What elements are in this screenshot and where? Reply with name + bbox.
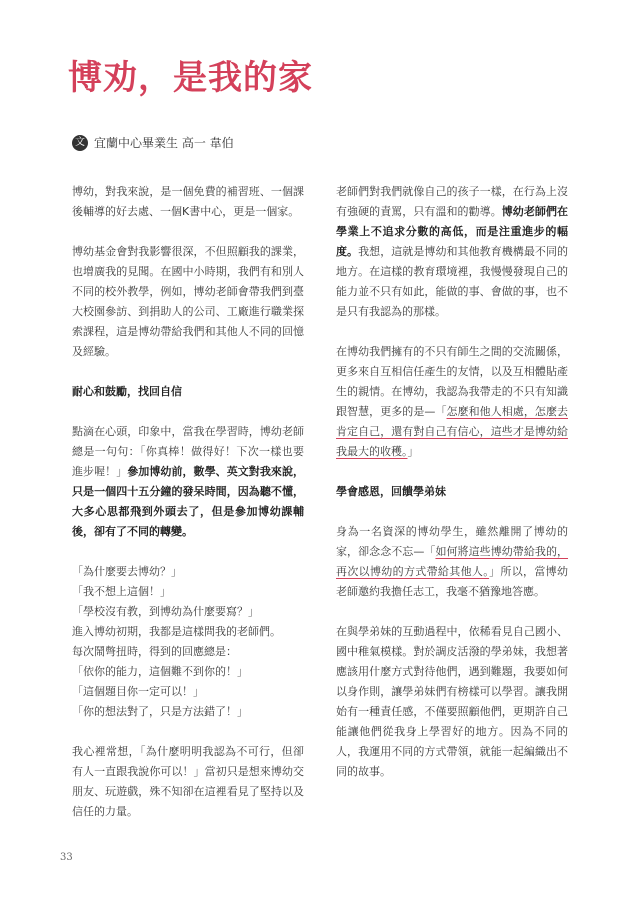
- paragraph-text: 」所以，當博幼老師邀約我擔任志工，我毫不猶豫地答應。: [336, 565, 569, 598]
- paragraph: 博幼，對我來說，是一個免費的補習班、一個課後輔導的好去處、一個K書中心，更是一個家。: [72, 185, 304, 218]
- underlined-text: 如何將這些博幼帶給我的，再次以博幼的方式帶給其他人。: [336, 545, 569, 578]
- paragraph-text: 點滴在心頭，印象中，當我在學習時，博幼老師總是一句句：「你真棒！做得好！下次一樣也要進步喔！」: [72, 425, 304, 478]
- quote-line: 「你的想法對了，只是方法錯了！」: [72, 705, 248, 718]
- bold-text: 參加博幼前，數學、英文對我來說，只是一個四十五分鐘的發呆時間，因為聽不懂，大多心思都飛到外頭去了，但是參加博幼課輔後，卻有了不同的轉變。: [72, 465, 304, 538]
- right-column: [336, 182, 568, 802]
- paragraph: [72, 422, 304, 542]
- paragraph: [336, 522, 568, 602]
- byline: [72, 134, 234, 152]
- paragraph: 博幼基金會對我影響很深，不但照顧我的課業，也增廣我的見聞。在國中小時期，我們有和別人不同的校外教學，例如，博幼老師會帶我們到臺大校園參訪、到捐助人的公司、工廠進行職業探索課程，這是博幼帶給我們和其他人不同的回憶及經驗。: [72, 245, 304, 358]
- quote-list: [72, 562, 304, 722]
- quote-line: 「這個題目你一定可以！」: [72, 685, 204, 698]
- paragraph-text: 身為一名資深的博幼學生，雖然離開了博幼的家，卻念念不忘—「: [336, 525, 568, 558]
- paragraph-text: 在博幼我們擁有的不只有師生之間的交流關係，更多來自互相信任產生的友情，以及互相體貼產生的親情。在博幼，我認為我帶走的不只有知識跟智慧，更多的是—「: [336, 345, 568, 418]
- paragraph-text: 老師們對我們就像自己的孩子一樣，在行為上沒有強硬的責罵，只有溫和的勸導。: [336, 185, 568, 218]
- section-heading: 學會感恩，回饋學弟妹: [336, 485, 446, 498]
- byline-badge-icon: 文: [72, 135, 88, 151]
- paragraph: [336, 182, 568, 322]
- paragraph: 在與學弟妹的互動過程中，依稀看見自己國小、國中稚氣模樣。對於調皮活潑的學弟妹，我想著應該用什麼方式對待他們，遇到難題，我要如何以身作則，讓學弟妹們有榜樣可以學習。讓我開始有一種責任感，不僅要照顧他們，更期許自己能讓他們從我身上學習好的地方。因為不同的人，我運用不同的方式帶領，就能一起編織出不同的故事。: [336, 625, 568, 778]
- page-title: 博劝，是我的家: [68, 58, 313, 98]
- quote-line: 「我不想上這個！」: [72, 585, 171, 598]
- quote-line: 「依你的能力，這個難不到你的！」: [72, 665, 248, 678]
- author-label: 宜蘭中心畢業生 高一 韋伯: [94, 136, 234, 150]
- paragraph: 我心裡常想，「為什麼明明我認為不可行，但卻有人一直跟我說你可以！」當初只是想來博幼交朋友、玩遊戲，殊不知卻在這裡看見了堅持以及信任的力量。: [72, 745, 304, 818]
- underlined-text: 怎麼和他人相處，怎麼去肯定自己，還有對自己有信心，這些才是博幼給我最大的收穫。: [336, 405, 568, 458]
- paragraph: [336, 342, 568, 462]
- quote-line: 進入博幼初期，我都是這樣問我的老師們。: [72, 625, 281, 638]
- paragraph-text: 我想，這就是博幼和其他教育機構最不同的地方。在這樣的教育環境裡，我慢慢發現自己的能力並不只有如此，能做的事、會做的事，也不是只有我認為的那樣。: [336, 245, 569, 318]
- paragraph-text: 」: [407, 445, 419, 458]
- quote-line: 每次鬧彆扭時，得到的回應總是：: [72, 645, 237, 658]
- page-number: 33: [60, 852, 73, 863]
- bold-text: 博幼老師們在學業上不追求分數的高低，而是注重進步的幅度。: [336, 205, 568, 258]
- quote-line: 「學校沒有教，到博幼為什麼要寫？」: [72, 605, 259, 618]
- section-heading: 耐心和鼓勵，找回自信: [72, 385, 182, 398]
- left-column: [72, 182, 304, 842]
- quote-line: 「為什麼要去博幼？」: [72, 565, 182, 578]
